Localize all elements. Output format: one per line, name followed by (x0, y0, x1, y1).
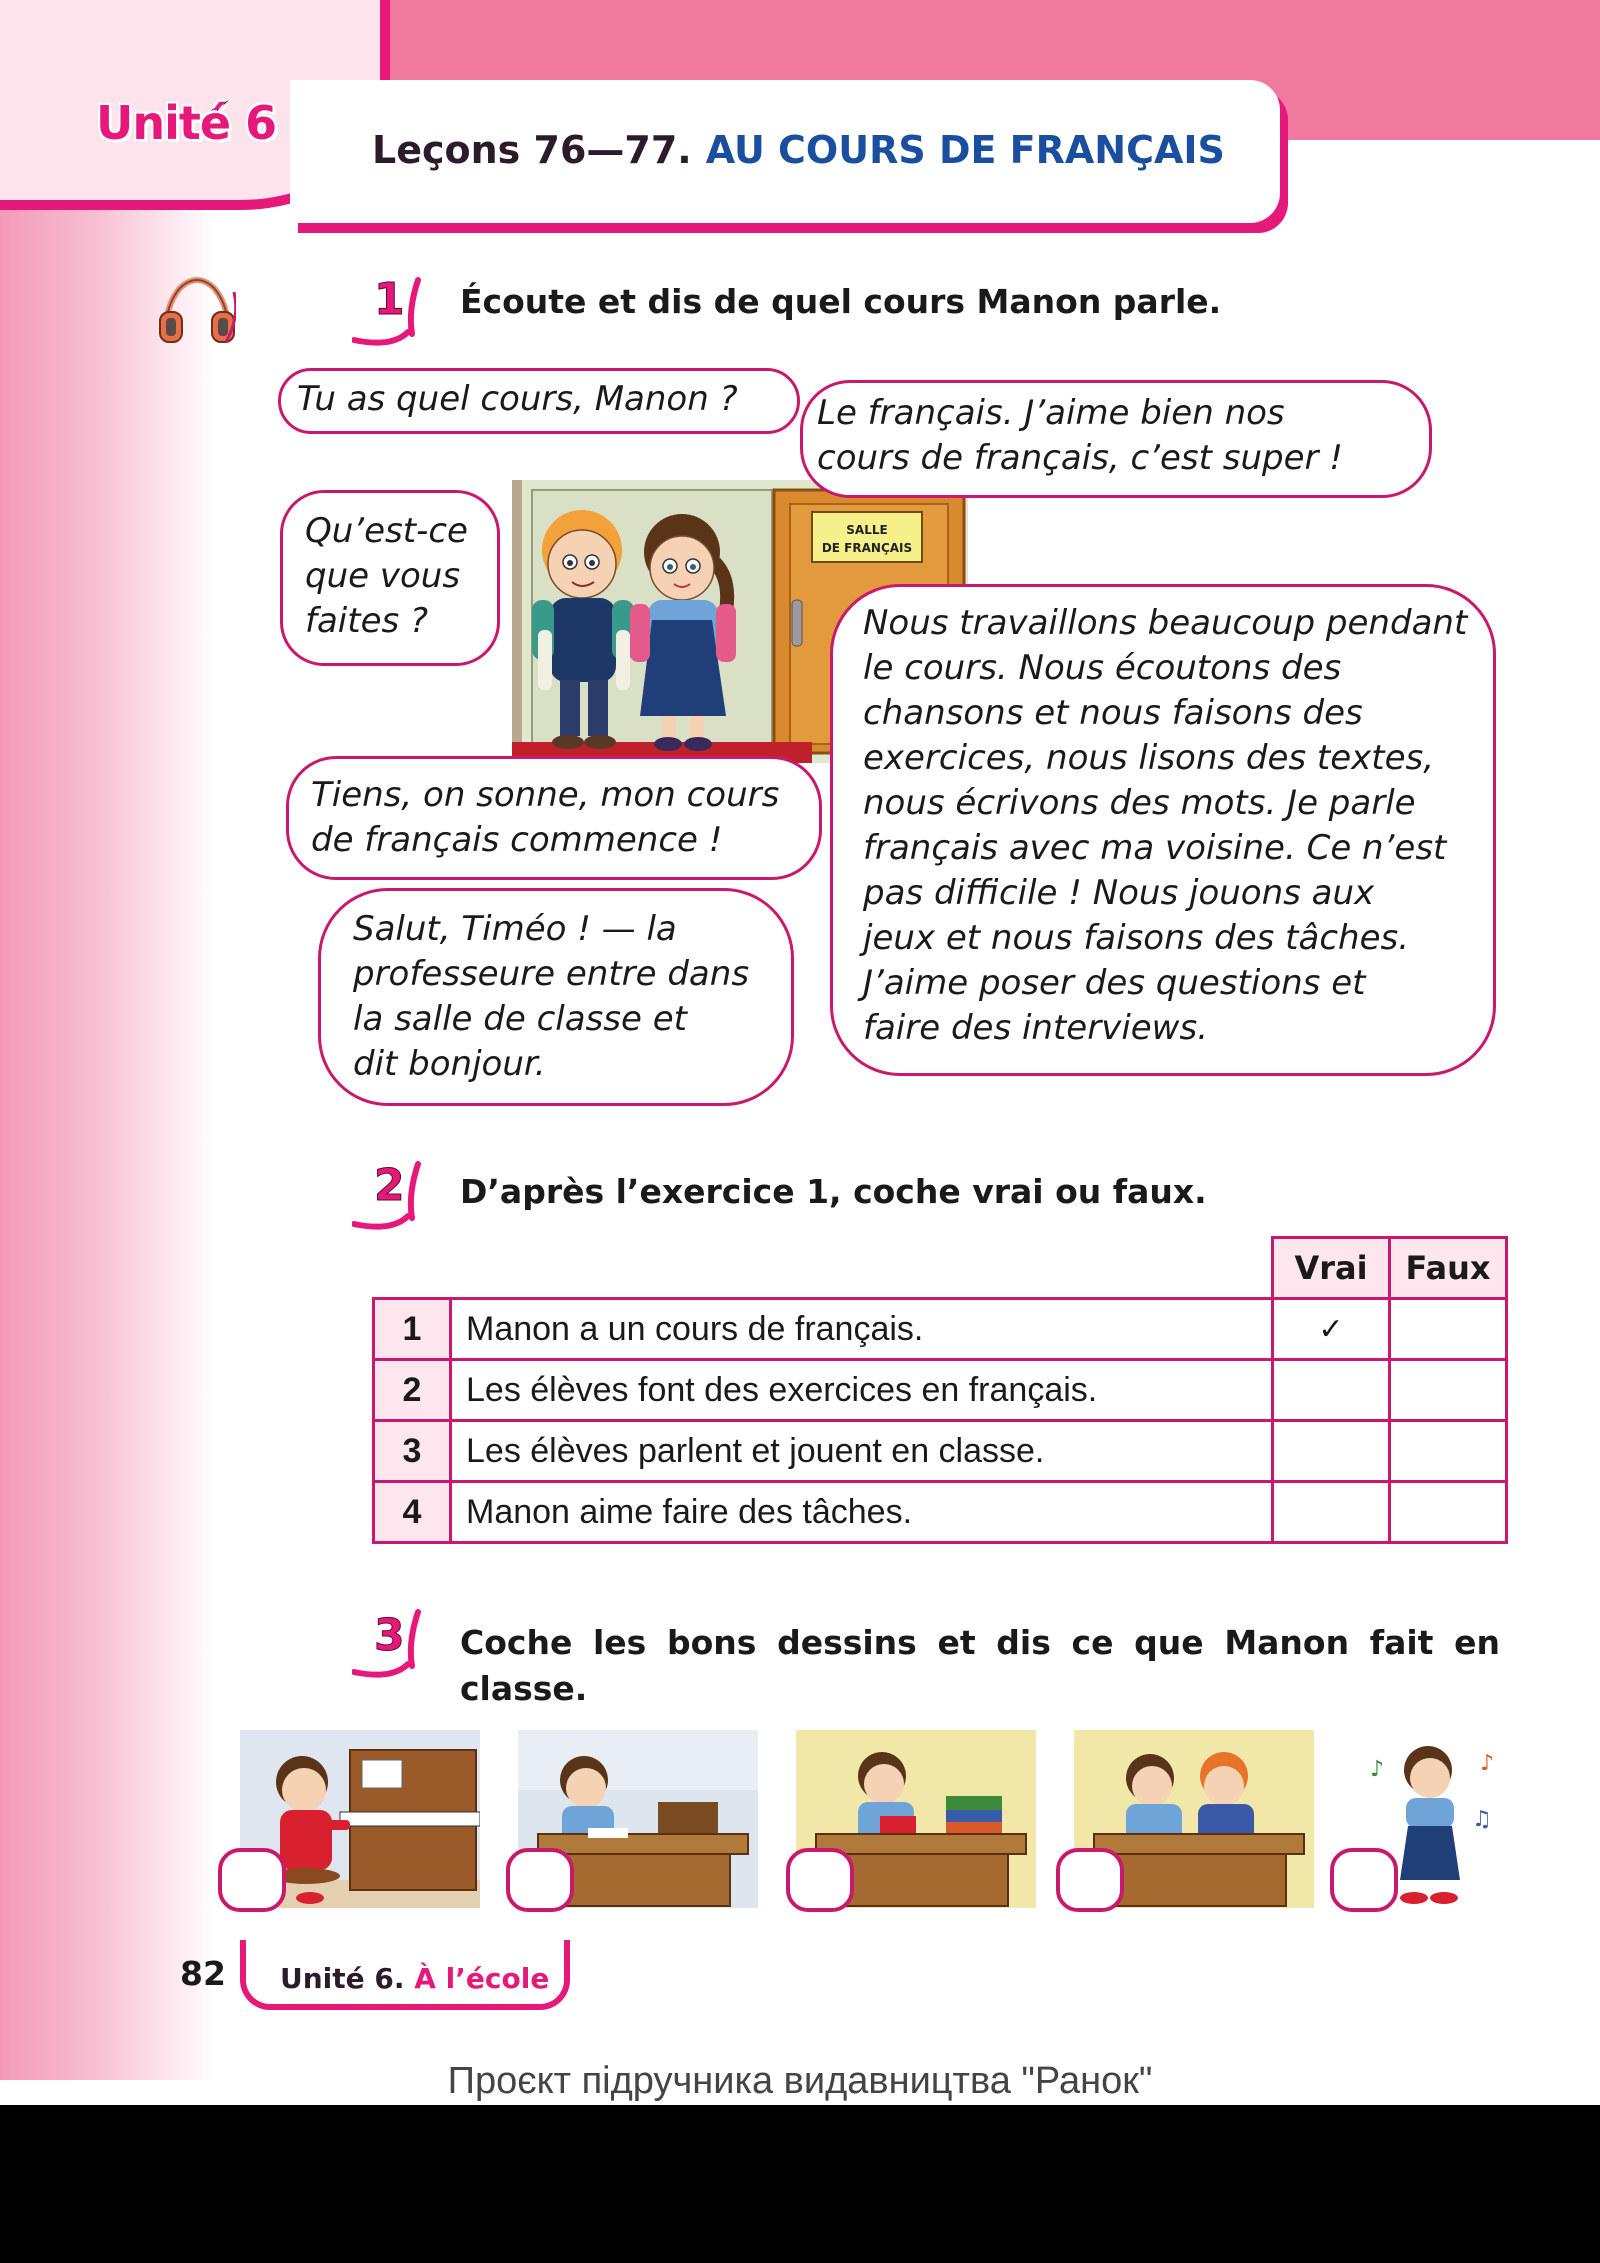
checkbox-picture-3[interactable] (786, 1848, 854, 1912)
footer-unit-name: À l’école (414, 1962, 550, 1995)
checkbox-picture-1[interactable] (218, 1848, 286, 1912)
vrai-cell[interactable] (1273, 1360, 1390, 1421)
exercise-2-instruction: D’après l’exercice 1, coche vrai ou faux. (460, 1172, 1207, 1211)
unit-badge: Unité 6 (96, 96, 277, 150)
speech-bubble-description: Nous travaillons beaucoup pendant le cours. Nous écoutons des chansons et nous faisons des exercices, nous lisons des textes, nous écrivons des mots. Je parle français avec ma voisine. Ce n’est pas difficile ! Nous jouons aux jeux et nous faisons des tâches. J’aime poser des questions et faire des interviews. (830, 584, 1496, 1076)
vrai-cell[interactable] (1273, 1421, 1390, 1482)
vrai-cell[interactable]: ✓ (1273, 1299, 1390, 1360)
true-false-table (372, 1236, 1508, 1544)
vrai-cell[interactable] (1273, 1482, 1390, 1543)
checkbox-picture-4[interactable] (1056, 1848, 1124, 1912)
svg-text:♫: ♫ (1472, 1807, 1492, 1832)
row-statement: Les élèves font des exercices en français. (451, 1360, 1273, 1421)
footer-unit-label: Unité 6. (280, 1962, 405, 1995)
exercise-3-number: 3 (374, 1610, 405, 1661)
row-statement: Manon a un cours de français. (451, 1299, 1273, 1360)
column-header-vrai: Vrai (1273, 1238, 1390, 1299)
svg-text:♪: ♪ (1370, 1757, 1385, 1782)
table-row (374, 1421, 1507, 1482)
exercise-2-number: 2 (374, 1160, 405, 1211)
headphones-icon[interactable] (158, 262, 236, 346)
speech-bubble-answer-french: Le français. J’aime bien nos cours de français, c’est super ! (800, 380, 1432, 498)
row-statement: Manon aime faire des tâches. (451, 1482, 1273, 1543)
lesson-label: Leçons 76—77. (372, 128, 692, 172)
publisher-note: Проєкт підручника видавництва "Ранок" (447, 2060, 1153, 2102)
checkbox-picture-5[interactable] (1330, 1848, 1398, 1912)
table-row (374, 1299, 1507, 1360)
row-number: 3 (374, 1421, 451, 1482)
speech-bubble-question-do: Qu’est-ce que vous faites ? (280, 490, 500, 666)
checkbox-picture-2[interactable] (506, 1848, 574, 1912)
speech-bubble-question-course: Tu as quel cours, Manon ? (278, 368, 800, 434)
exercise-1-number: 1 (374, 274, 405, 325)
row-number: 1 (374, 1299, 451, 1360)
faux-cell[interactable] (1390, 1482, 1507, 1543)
exercise-1-instruction: Écoute et dis de quel cours Manon parle. (460, 282, 1222, 321)
bottom-black-band (0, 2105, 1600, 2263)
speech-bubble-bell: Tiens, on sonne, mon cours de français commence ! (286, 756, 822, 880)
column-header-faux: Faux (1390, 1238, 1507, 1299)
faux-cell[interactable] (1390, 1360, 1507, 1421)
faux-cell[interactable] (1390, 1299, 1507, 1360)
lesson-title: AU COURS DE FRANÇAIS (705, 128, 1225, 172)
table-header-row (374, 1238, 1507, 1299)
row-number: 4 (374, 1482, 451, 1543)
footer-unit-title (280, 1962, 549, 1995)
speech-bubble-teacher: Salut, Timéo ! — la professeure entre dans la salle de classe et dit bonjour. (318, 888, 794, 1106)
svg-text:DE FRANÇAIS: DE FRANÇAIS (821, 541, 913, 555)
faux-cell[interactable] (1390, 1421, 1507, 1482)
row-number: 2 (374, 1360, 451, 1421)
page-title (372, 128, 1225, 172)
exercise-3-instruction: Coche les bons dessins et dis ce que Manon fait en classe. (460, 1623, 1500, 1708)
table-row (374, 1360, 1507, 1421)
svg-text:SALLE: SALLE (846, 523, 888, 537)
svg-text:♪: ♪ (1480, 1751, 1495, 1776)
page-number: 82 (180, 1954, 226, 1993)
table-row (374, 1482, 1507, 1543)
row-statement: Les élèves parlent et jouent en classe. (451, 1421, 1273, 1482)
